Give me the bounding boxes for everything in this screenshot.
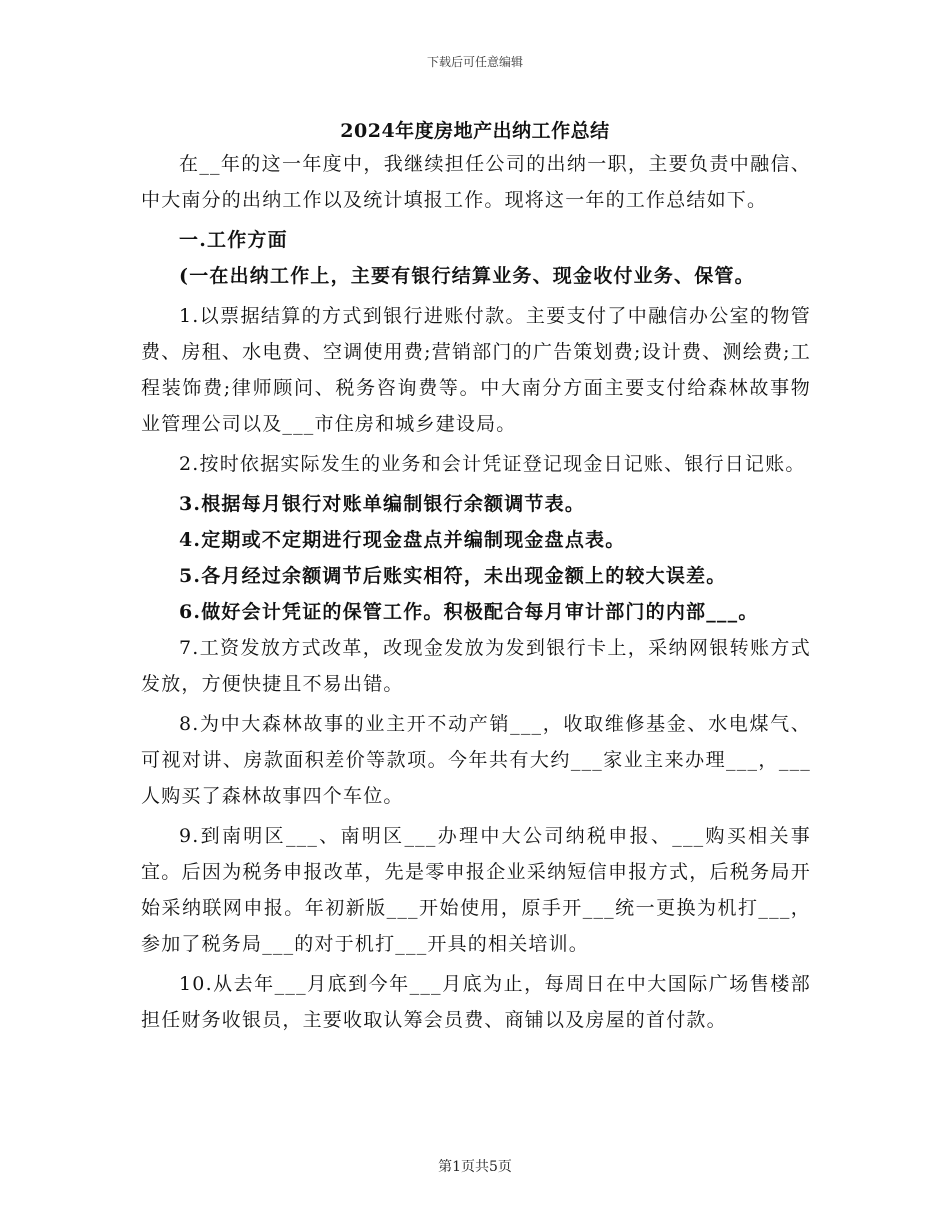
paragraph-item-6: 6.做好会计凭证的保管工作。积极配合每月审计部门的内部___。 [179, 601, 759, 623]
paragraph-item-5: 5.各月经过余额调节后账实相符，未出现金额上的较大误差。 [179, 565, 727, 587]
document-title: 2024年度房地产出纳工作总结 [340, 120, 610, 142]
paragraph-item-3: 3.根据每月银行对账单编制银行余额调节表。 [179, 493, 586, 515]
paragraph-item-2: 2.按时依据实际发生的业务和会计凭证登记现金日记账、银行日记账。 [179, 453, 806, 475]
paragraph-intro: 在__年的这一年度中，我继续担任公司的出纳一职，主要负责中融信、中大南分的出纳工作以及统计填报工作。现将这一年的工作总结如下。 [141, 153, 811, 211]
subsection-heading-cashier: (一在出纳工作上，主要有银行结算业务、现金收付业务、保管。 [179, 265, 755, 287]
header-note: 下载后可任意编辑 [426, 55, 523, 69]
paragraph-item-8: 8.为中大森林故事的业主开不动产销___，收取维修基金、水电煤气、可视对讲、房款面积差价等款项。今年共有大约___家业主来办理___，___人购买了森林故事四个车位。 [141, 713, 811, 807]
paragraph-item-4: 4.定期或不定期进行现金盘点并编制现金盘点表。 [179, 529, 626, 551]
page-footer: 第1页共5页 [438, 1159, 512, 1175]
paragraph-item-10: 10.从去年___月底到今年___月底为止，每周日在中大国际广场售楼部担任财务收银员，主要收取认筹会员费、商铺以及房屋的首付款。 [141, 973, 811, 1031]
paragraph-item-7: 7.工资发放方式改革，改现金发放为发到银行卡上，采纳网银转账方式发放，方便快捷且不易出错。 [141, 637, 811, 695]
paragraph-item-1: 1.以票据结算的方式到银行进账付款。主要支付了中融信办公室的物管费、房租、水电费、空调使用费;营销部门的广告策划费;设计费、测绘费;工程装饰费;律师顾问、税务咨询费等。中大南分方面主要支付给森林故事物业管理公司以及___市住房和城乡建设局。 [141, 305, 811, 435]
document-body [141, 146, 811, 1038]
section-heading-work: 一.工作方面 [179, 229, 288, 251]
paragraph-item-9: 9.到南明区___、南明区___办理中大公司纳税申报、___购买相关事宜。后因为税务申报改革，先是零申报企业采纳短信申报方式，后税务局开始采纳联网申报。年初新版___开始使用，原手开___统一更换为机打___，参加了税务局___的对于机打___开具的相关培训。 [141, 825, 811, 955]
